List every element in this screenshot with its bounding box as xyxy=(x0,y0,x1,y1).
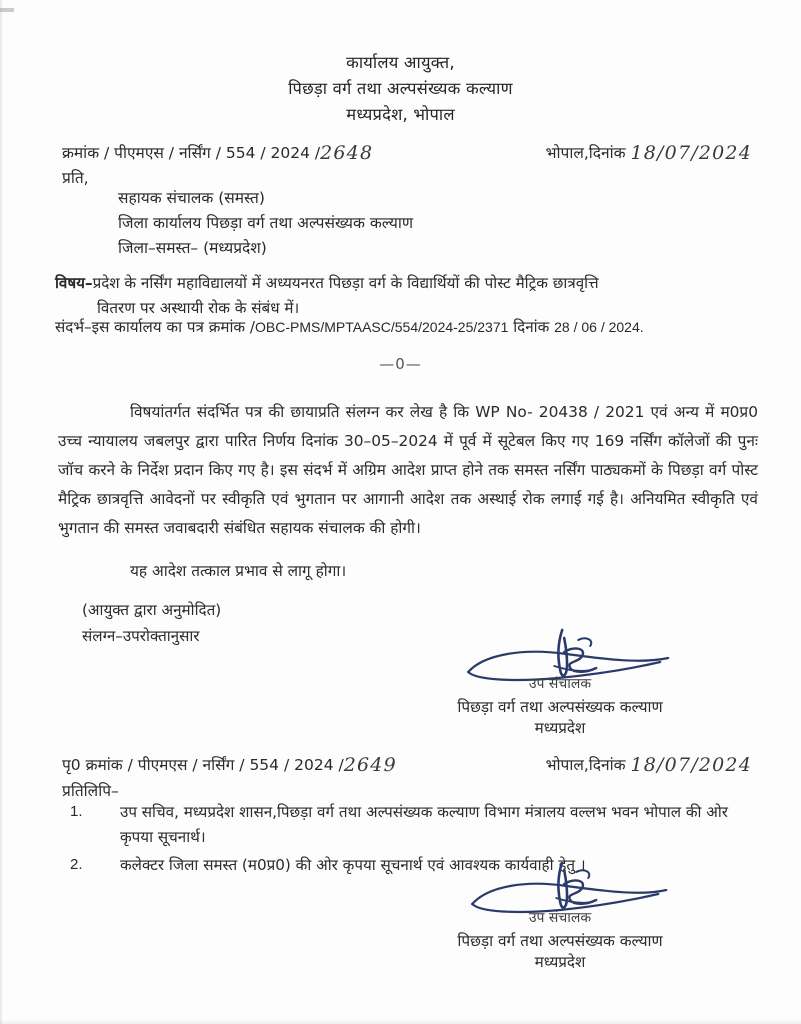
reference-row xyxy=(62,141,752,163)
letter-date-handwritten: 18/07/2024 xyxy=(630,142,752,164)
place-date-label: भोपाल,दिनांक xyxy=(545,144,626,162)
subject-line-1 xyxy=(55,271,755,296)
reference-line xyxy=(55,317,644,337)
letterhead-line-1: कार्यालय आयुक्त, xyxy=(346,53,455,72)
signature-state: मध्यप्रदेश xyxy=(534,953,586,971)
list-item xyxy=(62,800,762,849)
copy-reference-printed: पृ0 क्रमांक / पीएमएस / नर्सिंग / 554 / 2024 / xyxy=(62,756,344,774)
place-date xyxy=(546,141,752,163)
letterhead xyxy=(0,50,801,128)
signature-designation: उप संचालक xyxy=(528,676,592,692)
reference-text: इस कार्यालय का पत्र क्रमांक / xyxy=(91,318,255,336)
letterhead-line-3: मध्यप्रदेश, भोपाल xyxy=(346,105,455,125)
copy-date-handwritten: 18/07/2024 xyxy=(630,754,752,776)
addressee-line-2: जिला कार्यालय पिछड़ा वर्ग तथा अल्पसंख्यक कल्याण xyxy=(118,214,414,233)
scan-edge-left xyxy=(0,0,3,1024)
reference-number-printed: क्रमांक / पीएमएस / नर्सिंग / 554 / 2024 / xyxy=(62,144,321,162)
approval-line-2: संलग्न–उपरोक्तानुसार xyxy=(82,626,200,645)
letterhead-line-2: पिछड़ा वर्ग तथा अल्पसंख्यक कल्याण xyxy=(288,79,513,99)
subject-block xyxy=(55,271,755,320)
reference-file-number: OBC-PMS/MPTAASC/554/2024-25/2371 xyxy=(255,319,509,335)
addressee-block xyxy=(118,186,413,261)
copy-place-date-label: भोपाल,दिनांक xyxy=(545,756,626,774)
list-item-number: 2. xyxy=(70,856,83,874)
signature-office: पिछड़ा वर्ग तथा अल्पसंख्यक कल्याण xyxy=(457,932,663,950)
reference-row-copy xyxy=(62,753,752,775)
subject-line-2: वितरण पर अस्थायी रोक के संबंध में। xyxy=(97,298,300,317)
addressee-line-3: जिला–समस्त– (मध्यप्रदेश) xyxy=(118,239,267,258)
section-separator: —0— xyxy=(379,355,422,373)
addressee-line-1: सहायक संचालक (समस्त) xyxy=(118,189,265,207)
reference-label: संदर्भ– xyxy=(55,318,92,336)
signature-block-primary xyxy=(350,628,770,738)
subject-label: विषय– xyxy=(55,274,93,292)
list-item-text: उप सचिव, मध्यप्रदेश शासन,पिछड़ा वर्ग तथा अल्पसंख्यक कल्याण विभाग मंत्रालय वल्लभ भवन भोपाल की ओर कृपया सूचनार्थ। xyxy=(120,803,728,846)
reference-number xyxy=(62,141,373,163)
signature-office: पिछड़ा वर्ग तथा अल्पसंख्यक कल्याण xyxy=(457,698,663,716)
copy-to-label: प्रतिलिपि– xyxy=(62,782,119,800)
list-item-number: 1. xyxy=(70,803,83,820)
signature-state: मध्यप्रदेश xyxy=(534,719,586,737)
subject-text-1: प्रदेश के नर्सिंग महाविद्यालयों में अध्ययनरत पिछड़ा वर्ग के विद्यार्थियों की पोस्ट मैट्रिक छात्रवृत्ति xyxy=(92,274,599,292)
reference-date-label: दिनांक xyxy=(513,318,550,336)
approval-line-1: (आयुक्त द्वारा अनुमोदित) xyxy=(82,601,222,619)
copy-reference-handwritten: 2649 xyxy=(343,754,397,776)
signature-designation: उप संचालक xyxy=(528,910,592,926)
list-item-text: कलेक्टर जिला समस्त (म0प्र0) की ओर कृपया सूचनार्थ एवं आवश्यक कार्यवाही हेतु । xyxy=(120,856,586,875)
body-block xyxy=(58,398,758,586)
reference-date: 28 / 06 / 2024. xyxy=(554,319,644,335)
signature-block-secondary xyxy=(350,862,770,972)
body-paragraph-1: विषयांतर्गत संदर्भित पत्र की छायाप्रति संलग्न कर लेख है कि WP No- 20438 / 2021 एवं अन्य में म0प्र0 उच्च न्यायालय जबलपुर द्वारा पारित निर्णय दिनांक 30–05–2024 में पूर्व में सूटेबल किए गए 169 नर्सिंग कॉलेजों की पुनः जॉच करने के निर्देश प्रदान किए गए है। इस संदर्भ में अग्रिम आदेश प्राप्त होने तक समस्त नर्सिंग पाठ्यकमों के पिछड़ा वर्ग पोस्ट मैट्रिक छात्रवृत्ति आवेदनों पर स्वीकृति एवं भुगतान पर आगानी आदेश तक अस्थाई रोक लगाई गई है। अनियमित स्वीकृति एवं भुगतान की समस्त जवाबदारी संबंधित सहायक संचालक की होगी। xyxy=(58,403,758,537)
reference-number-handwritten: 2648 xyxy=(320,142,374,164)
to-label: प्रति, xyxy=(62,169,89,187)
copy-reference-number xyxy=(62,753,397,775)
body-paragraph-2: यह आदेश तत्काल प्रभाव से लागू होगा। xyxy=(130,561,347,580)
copy-place-date xyxy=(546,753,752,775)
approval-note xyxy=(82,598,221,650)
scan-edge-bottom xyxy=(0,1019,801,1024)
